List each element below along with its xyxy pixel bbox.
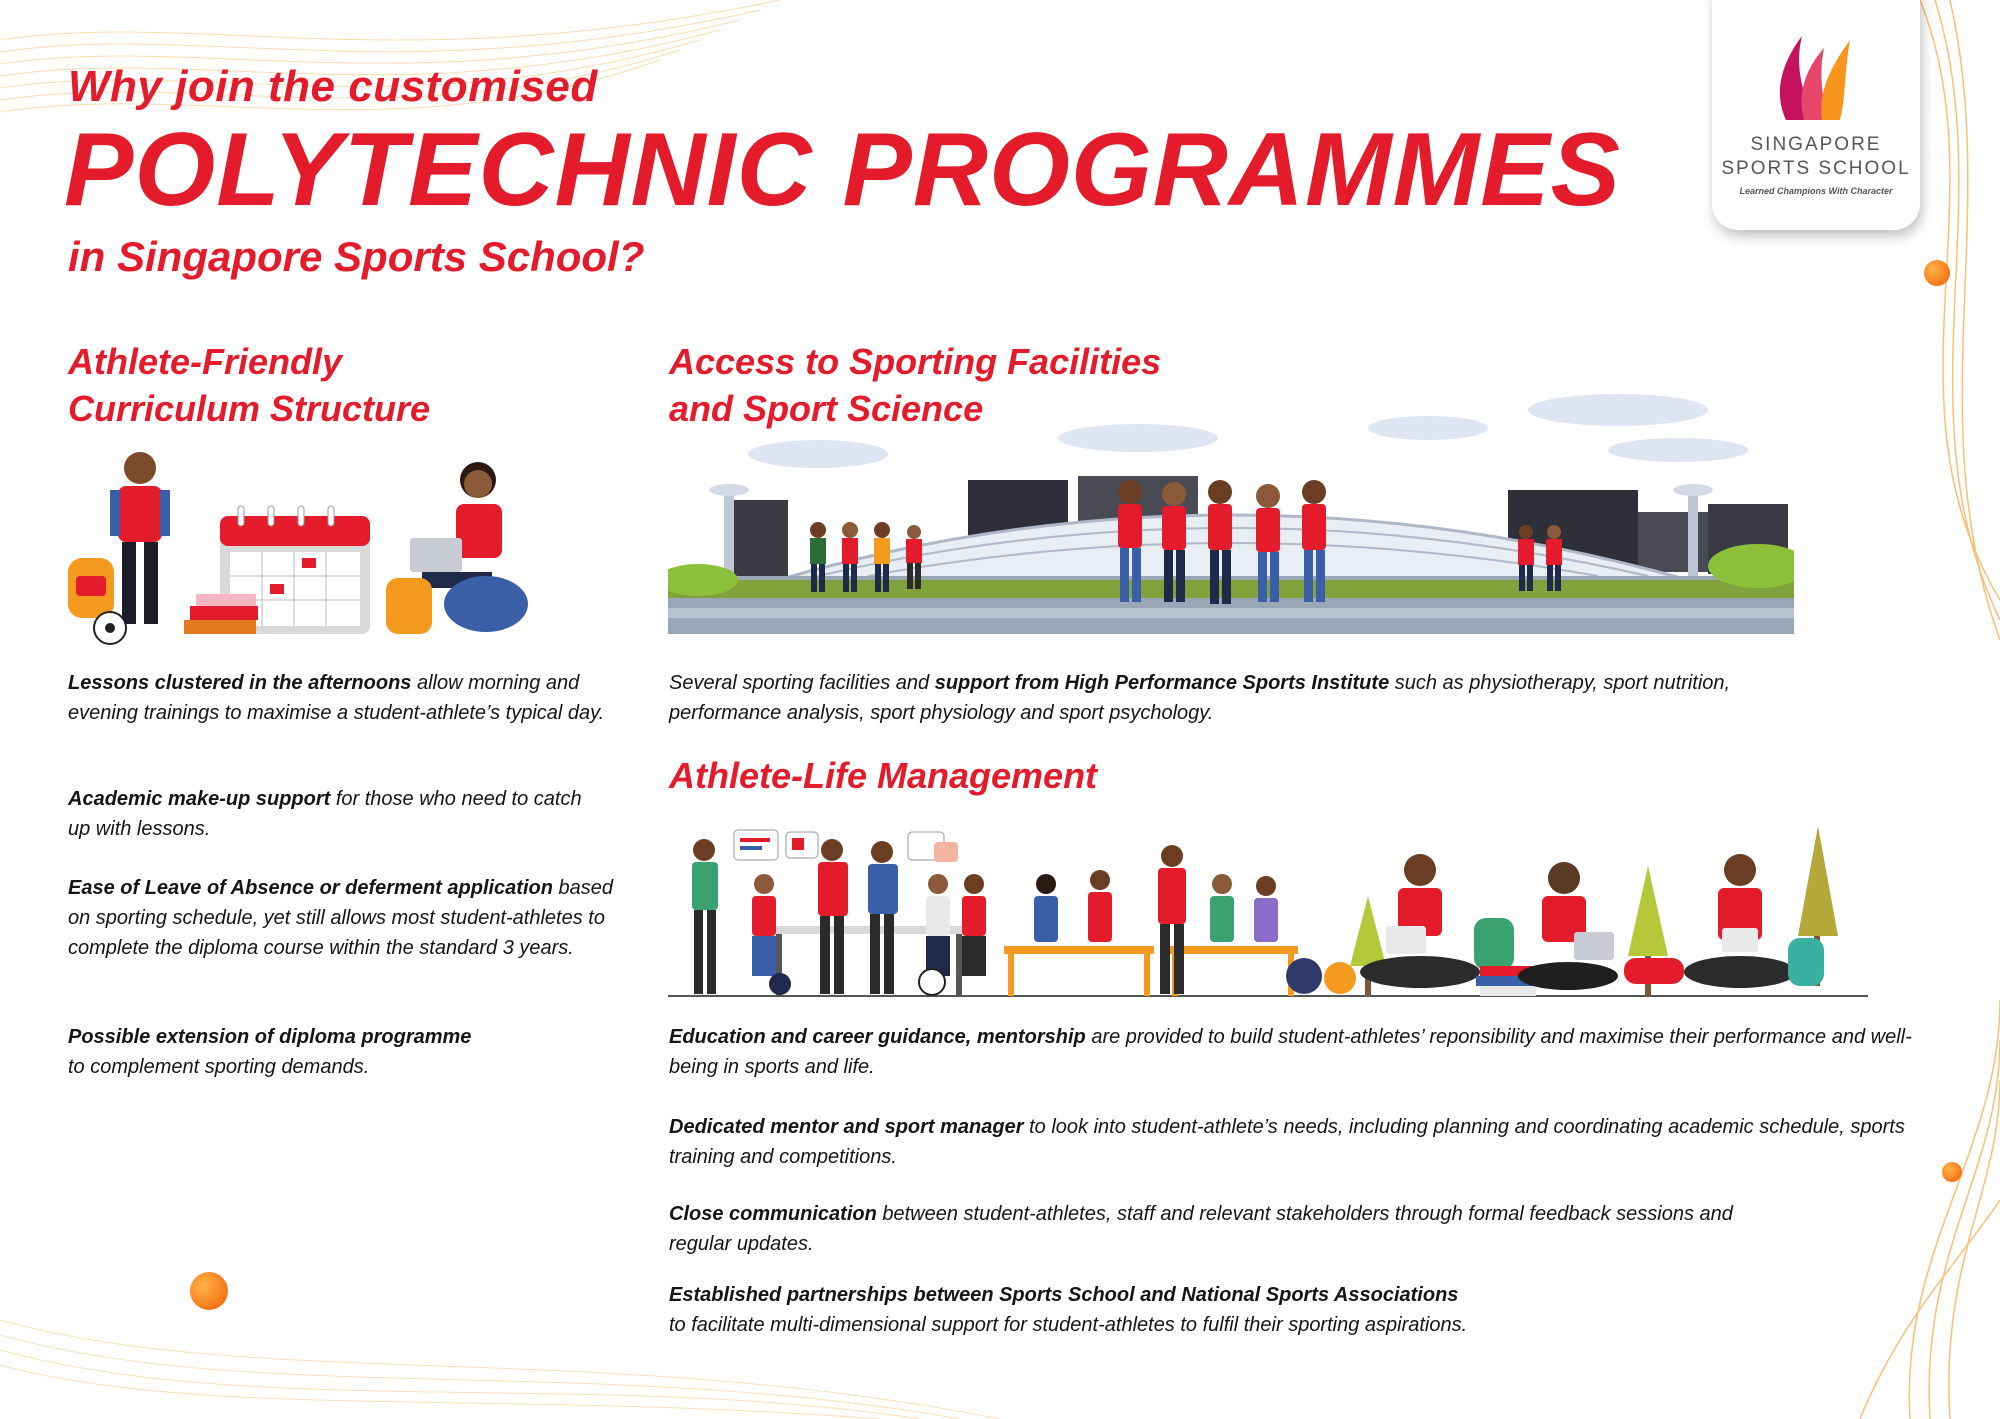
backpack-icon — [1474, 918, 1514, 970]
curriculum-point: Ease of Leave of Absence or deferment application based on sporting schedule, yet still allows most student-athletes to complete the diploma course within the standard 3 years. — [68, 877, 614, 959]
curriculum-point: Possible extension of diploma programme to complement sporting demands. — [68, 1026, 472, 1078]
student-with-laptop-icon — [1518, 862, 1618, 990]
soccer-ball-icon — [919, 969, 945, 995]
flame-logo-icon — [1774, 30, 1858, 124]
athlete-life-point: Education and career guidance, mentorship are provided to build student-athletes’ reponsibility and maximise their performance and well-being in sports and life. — [669, 1026, 1912, 1078]
headline-subtitle: in Singapore Sports School? — [68, 233, 645, 280]
headline-intro: Why join the customised — [68, 62, 598, 111]
ball-icon — [769, 973, 791, 995]
chat-bubbles-icon — [734, 830, 958, 862]
athlete-life-point: Established partnerships between Sports School and National Sports Associations to facilitate multi-dimensional support for student-athletes to fulfil their sporting aspirations. — [669, 1284, 1468, 1336]
curriculum-point: Lessons clustered in the afternoons allow morning and evening trainings to maximise a student-athlete’s typical day. — [68, 672, 605, 724]
page-title: POLYTECHNIC PROGRAMMES — [64, 112, 1622, 228]
facilities-section-title: Access to Sporting Facilities and Sport Science — [669, 341, 1162, 429]
logo-tagline: Learned Champions With Character — [1739, 186, 1893, 196]
student-standing-icon — [110, 452, 170, 624]
curriculum-section-title: Athlete-Friendly Curriculum Structure — [68, 341, 431, 429]
curriculum-point: Academic make-up support for those who need to catch up with lessons. — [68, 788, 582, 840]
books-icon — [184, 594, 258, 634]
logo-name: SINGAPORE SPORTS SCHOOL — [1721, 134, 1911, 179]
athlete-life-point: Dedicated mentor and sport manager to look into student-athlete’s needs, including planning and coordinating academic schedule, sports training and competitions. — [669, 1116, 1905, 1168]
classroom-group-icon — [1004, 845, 1356, 996]
athlete-life-illustration — [668, 826, 1868, 1000]
school-logo — [1712, 0, 1920, 230]
meeting-group-icon — [692, 839, 986, 995]
orange-dot — [190, 1272, 228, 1310]
orange-dot — [1942, 1162, 1962, 1182]
basketball-icon — [1286, 958, 1322, 994]
bag-icon — [1624, 958, 1684, 984]
student-with-laptop-icon — [1360, 854, 1480, 988]
orange-dot — [1924, 260, 1950, 286]
curriculum-illustration — [66, 446, 536, 646]
backpack-icon — [1788, 938, 1824, 986]
clouds — [748, 394, 1748, 468]
student-with-laptop-icon — [386, 462, 528, 634]
stadium-illustration — [668, 380, 1794, 634]
athlete-life-point: Close communication between student-athletes, staff and relevant stakeholders through formal feedback sessions and regular updates. — [669, 1203, 1733, 1255]
facilities-description: Several sporting facilities and support from High Performance Sports Institute such as physiotherapy, sport nutrition, performance analysis, sport physiology and sport psychology. — [669, 672, 1731, 724]
athlete-life-section-title: Athlete-Life Management — [669, 755, 1098, 796]
student-with-laptop-icon — [1684, 854, 1796, 988]
